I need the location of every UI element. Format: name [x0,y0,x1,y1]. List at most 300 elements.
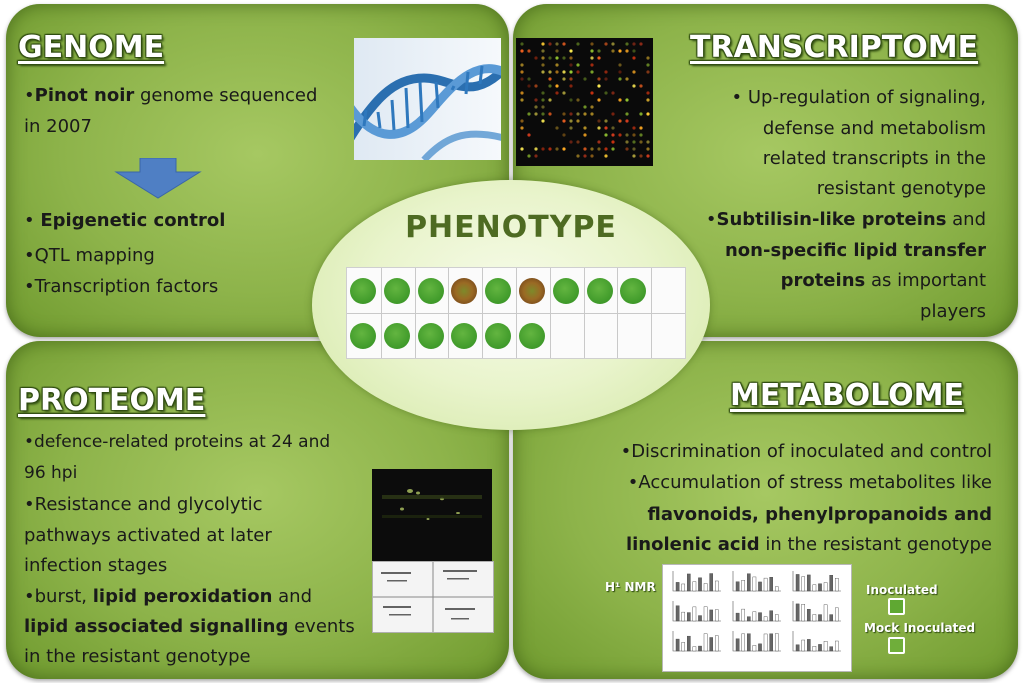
microarray-spot [625,147,628,150]
metabolome-line-4: linolenic acid in the resistant genotype [625,534,992,555]
leaf-disc [418,278,444,304]
legend-mock-swatch [888,637,905,654]
microarray-spot [646,70,649,73]
microarray-spot [646,63,649,66]
microarray-spot [527,154,530,157]
microarray-spot [534,84,537,87]
microarray-spot [562,56,565,59]
microarray-spot [548,147,551,150]
microarray-spot [639,140,642,143]
nmr-bar [764,617,767,621]
microarray-spot [527,77,530,80]
microarray-spot [597,77,600,80]
microarray-spot [590,63,593,66]
microarray-spot [562,119,565,122]
nmr-bar [704,583,707,591]
microarray-spot [576,119,579,122]
proteome-title: PROTEOME [18,383,206,418]
nmr-bar [802,604,805,621]
microarray-spot [569,126,572,129]
microarray-spot [569,49,572,52]
genome-bullet-1: • Epigenetic control [24,210,226,231]
microarray-spot [590,112,593,115]
microarray-spot [569,84,572,87]
gel-fluorescence-image [372,469,492,561]
microarray-spot [618,133,621,136]
nmr-bar [807,575,810,591]
nmr-bar [736,639,739,651]
microarray-spot [590,42,593,45]
microarray-spot [541,147,544,150]
nmr-bar [807,609,810,621]
nmr-bar [682,612,685,621]
microarray-spot [611,112,614,115]
microarray-spot [604,42,607,45]
leaf-disc [485,323,511,349]
transcriptome-line-5: •Subtilisin-like proteins and [705,209,986,230]
nmr-bar [698,616,701,621]
microarray-spot [632,133,635,136]
microarray-spot [597,49,600,52]
nmr-bar [747,634,750,651]
nmr-bar [830,575,833,591]
nmr-bar [835,608,838,621]
microarray-spot [583,126,586,129]
leaf-disc-plate [346,267,686,359]
microarray-spot [611,140,614,143]
microarray-spot [562,70,565,73]
nmr-axis [733,571,781,591]
nmr-bar [764,578,767,591]
leaf-disc [485,278,511,304]
microarray-spot [520,98,523,101]
microarray-spot [534,154,537,157]
microarray-spot [597,84,600,87]
microarray-spot [632,42,635,45]
microarray-spot [646,154,649,157]
microarray-spot [562,77,565,80]
microarray-spot [625,42,628,45]
leaf-disc [418,323,444,349]
microarray-spot [618,77,621,80]
microarray-spot [646,112,649,115]
microarray-image [516,38,653,166]
nmr-bar [698,578,701,591]
microarray-spot [625,98,628,101]
leaf-disc [350,323,376,349]
nmr-bar [710,574,713,591]
microarray-spot [569,70,572,73]
microarray-spot [562,112,565,115]
microarray-spot [618,63,621,66]
nmr-bar [813,614,816,621]
nmr-bar [802,640,805,651]
microarray-spot [590,147,593,150]
nmr-bar [824,583,827,591]
nmr-bar [747,617,750,621]
nmr-bar [813,646,816,651]
nmr-bar [830,647,833,651]
nmr-bar [676,606,679,621]
microarray-spot [639,126,642,129]
proteome-line-1: •defence-related proteins at 24 and [24,432,331,452]
proteome-line-5: infection stages [24,555,168,576]
metabolome-title: METABOLOME [730,378,964,413]
microarray-spot [597,126,600,129]
microarray-spot [583,154,586,157]
microarray-spot [625,112,628,115]
transcriptome-line-6: non-specific lipid transfer [724,240,986,261]
microarray-spot [541,70,544,73]
nmr-bar [770,634,773,651]
microarray-spot [632,49,635,52]
microarray-spot [639,84,642,87]
genome-line-1: •Pinot noir genome sequenced [24,85,318,106]
nmr-bar [715,581,718,591]
microarray-spot [555,63,558,66]
nmr-bar [813,585,816,591]
microarray-spot [632,70,635,73]
nmr-bar [676,639,679,651]
microarray-spot [583,77,586,80]
microarray-spot [597,98,600,101]
microarray-spot [646,140,649,143]
proteome-line-2: 96 hpi [24,463,78,483]
microarray-spot [597,56,600,59]
microarray-spot [534,56,537,59]
microarray-spot [639,154,642,157]
microarray-spot [639,133,642,136]
proteome-line-3: •Resistance and glycolytic [24,494,263,515]
transcriptome-line-7: proteins as important [780,270,986,291]
microarray-spot [590,105,593,108]
microarray-spot [604,133,607,136]
nmr-axis [673,631,721,651]
microarray-spot [555,91,558,94]
microarray-spot [520,42,523,45]
microarray-spot [555,56,558,59]
microarray-spot [576,70,579,73]
nmr-bar [835,578,838,591]
nmr-bar [710,637,713,651]
microarray-spot [527,49,530,52]
microarray-spot [520,63,523,66]
microarray-spot [541,42,544,45]
nmr-bar [693,607,696,621]
nmr-bar [753,577,756,591]
phenotype-title: PHENOTYPE [405,210,617,245]
leaf-disc [587,278,613,304]
microarray-spot [548,42,551,45]
microarray-spot [625,77,628,80]
microarray-spot [604,154,607,157]
proteome-line-7: lipid associated signalling events [24,616,355,637]
microarray-spot [541,112,544,115]
nmr-bar [796,574,799,591]
genome-bullet-2: •QTL mapping [24,245,155,266]
nmr-axis [673,601,721,621]
microarray-spot [569,119,572,122]
microarray-spot [520,126,523,129]
transcriptome-line-2: defense and metabolism [762,118,986,139]
microarray-spot [555,126,558,129]
microarray-spot [590,154,593,157]
proteome-line-8: in the resistant genotype [24,646,251,667]
nmr-bar [770,577,773,591]
microarray-spot [618,98,621,101]
nmr-bar [818,644,821,651]
nmr-bar [693,647,696,651]
nmr-bar [764,634,767,651]
microarray-spot [583,133,586,136]
microarray-spot [569,140,572,143]
microarray-spot [611,133,614,136]
microarray-spot [583,112,586,115]
microarray-spot [632,147,635,150]
microarray-spot [520,147,523,150]
nmr-bar [775,634,778,651]
microarray-spot [541,91,544,94]
metabolome-line-1: •Discrimination of inoculated and control [620,441,992,462]
microarray-spot [520,91,523,94]
microarray-spot [562,91,565,94]
microarray-spot [625,49,628,52]
nmr-bar [710,610,713,621]
microarray-spot [541,63,544,66]
nmr-bar [753,645,756,651]
microarray-spot [632,56,635,59]
microarray-spot [520,49,523,52]
microarray-spot [569,63,572,66]
nmr-bar [676,582,679,591]
microarray-spot [534,105,537,108]
microarray-spot [569,56,572,59]
microarray-spot [555,42,558,45]
microarray-spot [562,42,565,45]
microarray-spot [541,56,544,59]
microarray-spot [576,98,579,101]
nmr-axis [793,571,841,591]
microarray-spot [611,147,614,150]
genome-title: GENOME [18,30,165,65]
microarray-spot [597,147,600,150]
nmr-bar [742,609,745,621]
microarray-spot [604,147,607,150]
microarray-spot [520,77,523,80]
leaf-disc [451,323,477,349]
microarray-spot [548,56,551,59]
nmr-axis [793,601,841,621]
nmr-bar [682,584,685,591]
genome-bullet-3: •Transcription factors [24,276,219,297]
microarray-spot [611,42,614,45]
microarray-spot [555,147,558,150]
microarray-spot [548,112,551,115]
microarray-spot [548,84,551,87]
nmr-bar [715,636,718,651]
nmr-bar [802,577,805,591]
nmr-bar [758,613,761,621]
nmr-bar [742,634,745,651]
leaf-disc [384,323,410,349]
microarray-spot [569,77,572,80]
nmr-axis [733,601,781,621]
nmr-bar [687,574,690,591]
microarray-spot [576,112,579,115]
microarray-spot [541,98,544,101]
nmr-bar [835,641,838,651]
plate-grid-line [347,313,685,314]
microarray-spot [527,112,530,115]
microarray-spot [527,84,530,87]
nmr-bar [742,580,745,591]
microarray-spot [597,140,600,143]
nmr-bar [818,584,821,591]
microarray-spot [569,112,572,115]
microarray-spot [604,119,607,122]
nmr-bar [796,604,799,621]
transcriptome-title: TRANSCRIPTOME [690,30,979,65]
microarray-spot [576,140,579,143]
microarray-spot [534,147,537,150]
nmr-bar [687,636,690,651]
microarray-spot [604,70,607,73]
nmr-bar [698,646,701,651]
microarray-spot [583,105,586,108]
genome-line-2: in 2007 [24,116,92,137]
microarray-spot [632,126,635,129]
microarray-spot [548,77,551,80]
leaf-disc [350,278,376,304]
microarray-spot [625,140,628,143]
leaf-disc [384,278,410,304]
microarray-spot [590,91,593,94]
microarray-spot [590,49,593,52]
transcriptome-line-3: related transcripts in the [762,148,986,169]
microarray-spot [569,98,572,101]
microarray-spot [520,119,523,122]
microarray-spot [562,133,565,136]
nmr-axis [673,571,721,591]
microarray-spot [639,42,642,45]
microarray-spot [576,42,579,45]
microarray-spot [541,119,544,122]
nmr-bar [687,613,690,621]
microarray-spot [611,49,614,52]
microarray-spot [611,91,614,94]
microarray-spot [646,98,649,101]
nmr-label: H¹ NMR [605,580,656,594]
legend-mock-label: Mock Inoculated [864,621,976,635]
microarray-spot [590,56,593,59]
microarray-spot [527,133,530,136]
microarray-spot [618,49,621,52]
transcriptome-line-4: resistant genotype [816,178,986,199]
nmr-bar [824,605,827,621]
nmr-bar [830,615,833,621]
nmr-axis [733,631,781,651]
transcriptome-line-1: • Up-regulation of signaling, [731,87,986,108]
microarray-spot [555,84,558,87]
microarray-spot [611,126,614,129]
microarray-spot [618,119,621,122]
proteome-line-4: pathways activated at later [24,525,272,546]
dna-image [354,38,501,160]
microarray-spot [541,49,544,52]
nmr-bar [736,582,739,591]
nmr-bar [747,574,750,591]
microarray-spot [604,91,607,94]
microarray-spot [618,70,621,73]
microarray-spot [583,147,586,150]
nmr-bar [682,642,685,651]
nmr-bar [758,644,761,651]
microarray-spot [555,70,558,73]
leaf-disc [451,278,477,304]
microarray-spot [590,70,593,73]
nmr-bar [775,615,778,621]
down-arrow-icon [112,158,204,200]
microarray-spot [625,119,628,122]
leaf-disc [620,278,646,304]
microarray-spot [625,133,628,136]
microarray-spot [632,84,635,87]
microarray-spot [562,147,565,150]
microarray-spot [632,140,635,143]
nmr-bar [704,634,707,651]
microarray-spot [639,112,642,115]
nmr-bar [796,645,799,651]
nmr-bar [775,587,778,591]
nmr-bar [736,613,739,621]
proteome-line-6: •burst, lipid peroxidation and [24,586,312,607]
microarray-spot [604,126,607,129]
microarray-spot [520,70,523,73]
leaf-disc [553,278,579,304]
nmr-bar [758,582,761,591]
leaf-disc [519,278,545,304]
nmr-bar [753,612,756,621]
nmr-bar [704,607,707,621]
legend-inoculated-swatch [888,598,905,615]
microarray-spot [646,91,649,94]
nmr-bar [770,611,773,621]
metabolome-line-2: •Accumulation of stress metabolites like [627,472,992,493]
microarray-spot [604,77,607,80]
microarray-spot [576,154,579,157]
microarray-spot [541,105,544,108]
metabolome-line-3: flavonoids, phenylpropanoids and [647,504,992,525]
gel-2d-image [372,561,494,633]
nmr-bar [818,615,821,621]
nmr-bar [715,610,718,621]
microarray-spot [646,56,649,59]
microarray-spot [534,112,537,115]
microarray-spot [548,98,551,101]
transcriptome-line-8: players [920,301,986,322]
microarray-spot [534,98,537,101]
legend-inoculated-label: Inoculated [866,583,938,597]
microarray-spot [632,154,635,157]
nmr-bar [824,641,827,651]
nmr-chart-image [662,564,852,672]
microarray-spot [555,49,558,52]
nmr-bar [693,582,696,591]
microarray-spot [548,70,551,73]
microarray-spot [597,119,600,122]
microarray-spot [576,63,579,66]
nmr-axis [793,631,841,651]
